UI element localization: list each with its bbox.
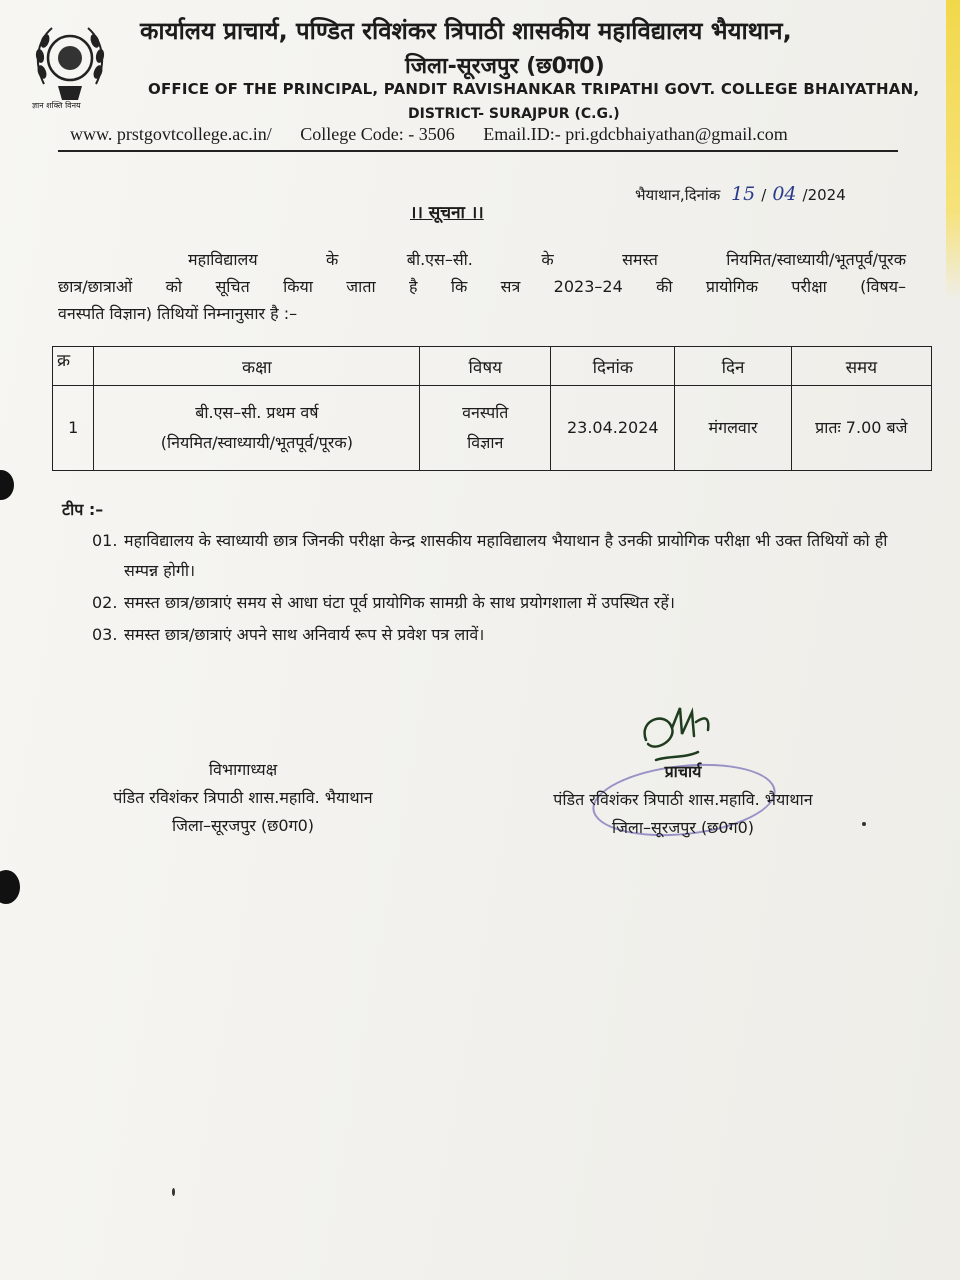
time-cell: प्रातः 7.00 बजे <box>791 386 931 471</box>
class-cell <box>94 386 420 471</box>
notes-label: टीप :– <box>62 500 104 519</box>
intro-line: महाविद्यालय के बी.एस–सी. के समस्त नियमित/स्वाध्यायी/भूतपूर्व/पूरक <box>188 250 906 269</box>
date-day: 15 <box>731 183 756 205</box>
email-address[interactable]: Email.ID:- pri.gdcbhaiyathan@gmail.com <box>483 124 788 144</box>
note-number: 01. <box>92 531 118 550</box>
college-code: College Code: - 3506 <box>300 124 455 144</box>
notice-heading: ।। सूचना ।। <box>410 203 484 223</box>
logo-motto: ज्ञान शक्ति विनय <box>32 101 81 110</box>
website-link[interactable]: www. prstgovtcollege.ac.in/ <box>70 124 272 144</box>
intro-line: छात्र/छात्राओं को सूचित किया जाता है कि सत्र 2023–24 की प्रायोगिक परीक्षा (विषय– <box>58 277 906 296</box>
note-text: महाविद्यालय के स्वाध्यायी छात्र जिनकी परीक्षा केन्द्र शासकीय महाविद्यालय भैयाथान है उनकी प्रायोगिक परीक्षा भी उक्त तिथियों को ही सम्पन्न होगी। <box>124 531 888 580</box>
hod-signature-block <box>58 756 428 840</box>
header-title-hindi: कार्यालय प्राचार्य, पण्डित रविशंकर त्रिपाठी शासकीय महाविद्यालय भैयाथान, <box>140 17 792 45</box>
principal-college: पंडित रविशंकर त्रिपाठी शास.महावि. भैयाथान <box>553 790 813 809</box>
table-header-row <box>53 347 932 386</box>
note-item <box>92 526 904 586</box>
intro-paragraph <box>58 246 906 327</box>
note-number: 03. <box>92 625 118 644</box>
date-cell: 23.04.2024 <box>551 386 675 471</box>
column-header: समय <box>791 347 931 386</box>
column-header: विषय <box>420 347 551 386</box>
hod-college: पंडित रविशंकर त्रिपाठी शास.महावि. भैयाथान <box>113 788 373 807</box>
date-year: 2024 <box>807 186 846 204</box>
date-month: 04 <box>772 183 797 205</box>
column-header: कक्षा <box>94 347 420 386</box>
intro-line: वनस्पति विज्ञान) तिथियों निम्नानुसार है :– <box>58 304 298 323</box>
day-cell: मंगलवार <box>675 386 791 471</box>
date-prefix: भैयाथान,दिनांक <box>635 186 721 204</box>
class-categories: (नियमित/स्वाध्यायी/भूतपूर्व/पूरक) <box>160 433 353 452</box>
note-text: समस्त छात्र/छात्राएं अपने साथ अनिवार्य रूप से प्रवेश पत्र लावें। <box>124 625 485 644</box>
class-name: बी.एस–सी. प्रथम वर्ष <box>195 403 319 422</box>
ink-speck <box>862 822 866 826</box>
table-row <box>53 386 932 471</box>
subject-line: विज्ञान <box>467 433 504 452</box>
hod-district: जिला–सूरजपुर (छ0ग0) <box>171 816 315 835</box>
note-item <box>92 620 904 650</box>
column-header: क्र <box>53 347 94 386</box>
header-title-english-district: DISTRICT- SURAJPUR (C.G.) <box>408 106 620 122</box>
hod-role: विभागाध्यक्ष <box>208 760 278 779</box>
subject-line: वनस्पति <box>462 403 509 422</box>
note-text: समस्त छात्र/छात्राएं समय से आधा घंटा पूर्व प्रायोगिक सामग्री के साथ प्रयोगशाला में उपस्थित रहें। <box>124 593 675 612</box>
contact-line <box>70 124 788 145</box>
schedule-table <box>52 346 932 471</box>
serial-number-cell: 1 <box>53 386 94 471</box>
subject-cell <box>420 386 551 471</box>
principal-district: जिला–सूरजपुर (छ0ग0) <box>611 818 755 837</box>
header-title-hindi-district: जिला-सूरजपुर (छ0ग0) <box>405 54 605 79</box>
date-line: भैयाथान,दिनांक 15 / 04 /2024 <box>635 183 846 205</box>
principal-role: प्राचार्य <box>664 762 702 781</box>
note-item <box>92 588 904 618</box>
note-number: 02. <box>92 593 118 612</box>
ink-speck <box>172 1188 175 1196</box>
header-divider <box>58 150 898 152</box>
yellow-paper-edge <box>946 0 960 300</box>
header-title-english: OFFICE OF THE PRINCIPAL, PANDIT RAVISHANKAR TRIPATHI GOVT. COLLEGE BHAIYATHAN, <box>148 80 920 98</box>
column-header: दिनांक <box>551 347 675 386</box>
column-header: दिन <box>675 347 791 386</box>
notes-list <box>92 526 904 652</box>
principal-signature-block <box>498 758 868 842</box>
